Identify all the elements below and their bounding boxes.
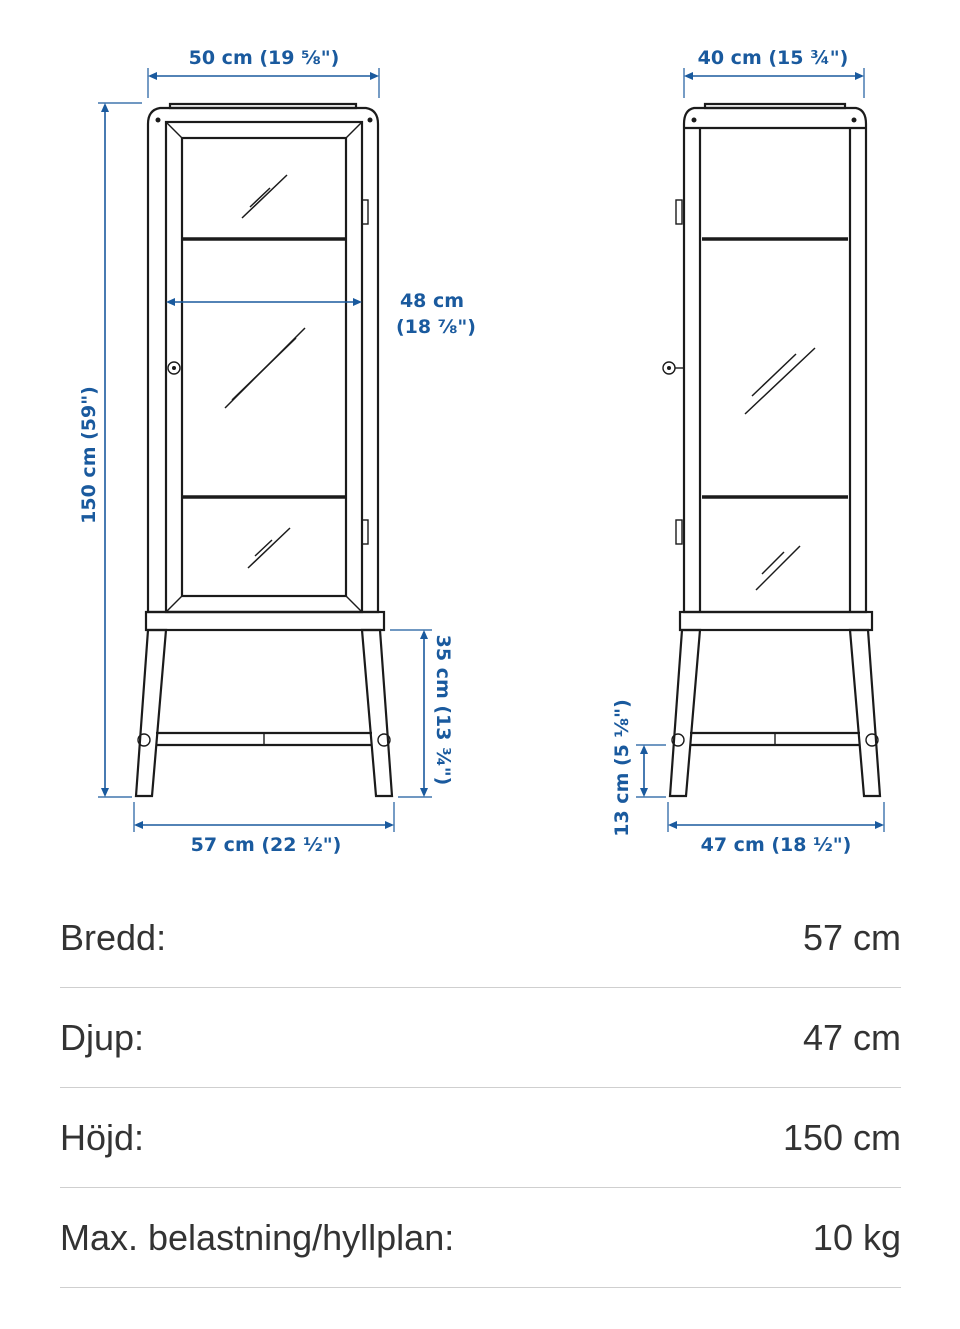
spec-value: 47 cm xyxy=(802,1016,901,1058)
spec-row-depth xyxy=(60,988,901,1088)
front-leg-height-label: 35 cm (13 ¾") xyxy=(432,634,454,786)
spec-label: Höjd: xyxy=(60,1116,145,1158)
spec-row-max-load xyxy=(60,1188,901,1288)
side-view-cabinet xyxy=(663,104,880,796)
front-inner-width-dimension xyxy=(166,290,476,338)
front-inner-width-inches-label: (18 ⅞") xyxy=(396,316,476,338)
front-inner-width-label: 48 cm xyxy=(399,290,465,312)
side-stretcher-height-dimension xyxy=(611,699,666,837)
specifications-table xyxy=(60,888,901,1288)
spec-label: Max. belastning/hyllplan: xyxy=(60,1216,455,1258)
spec-value: 10 kg xyxy=(812,1216,901,1258)
side-top-width-label: 40 cm (15 ¾") xyxy=(697,47,849,69)
front-bottom-width-label: 57 cm (22 ½") xyxy=(190,834,342,856)
side-bottom-width-label: 47 cm (18 ½") xyxy=(700,834,852,856)
side-bottom-width-dimension xyxy=(668,802,884,856)
front-view-cabinet xyxy=(136,104,392,796)
spec-row-height xyxy=(60,1088,901,1188)
front-leg-height-dimension xyxy=(390,630,454,797)
front-top-width-label: 50 cm (19 ⅝") xyxy=(188,47,340,69)
side-stretcher-height-label: 13 cm (5 ⅛") xyxy=(611,699,633,837)
front-bottom-width-dimension xyxy=(134,802,394,856)
spec-value: 57 cm xyxy=(802,916,901,958)
spec-label: Bredd: xyxy=(60,916,167,958)
spec-row-width xyxy=(60,888,901,988)
side-top-width-dimension xyxy=(684,47,864,98)
front-top-width-dimension xyxy=(148,47,379,98)
front-height-dimension xyxy=(78,103,142,797)
spec-label: Djup: xyxy=(60,1016,145,1058)
front-height-label: 150 cm (59") xyxy=(78,386,100,524)
spec-value: 150 cm xyxy=(782,1116,901,1158)
